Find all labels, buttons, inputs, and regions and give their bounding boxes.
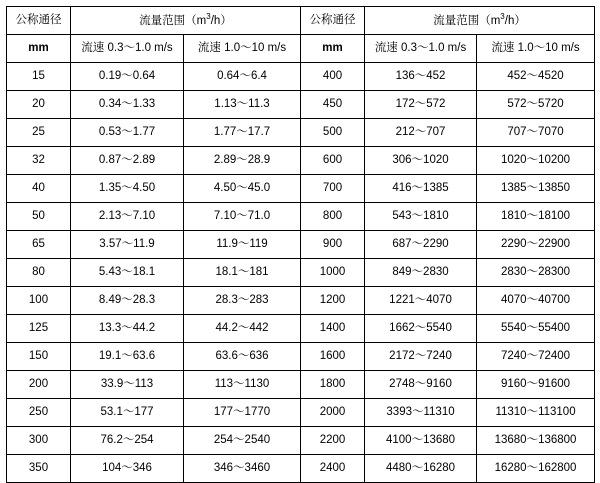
header-dn-right: 公称通径: [301, 7, 365, 35]
cell-dn-right: 2000: [301, 399, 365, 427]
table-header-row-main: [7, 7, 595, 35]
table-row: [7, 315, 595, 343]
cell-flow-low-left: 0.87～2.89: [71, 147, 184, 175]
cell-dn-left: 250: [7, 399, 71, 427]
cell-flow-high-right: 13680～136800: [477, 427, 595, 455]
header-flow-range-left-tail: /h）: [210, 15, 232, 28]
cell-flow-low-right: 2172～7240: [365, 343, 477, 371]
header-unit-left-text: mm: [28, 42, 49, 55]
cell-flow-high-left: 177～1770: [184, 399, 301, 427]
cell-dn-left: 100: [7, 287, 71, 315]
cell-flow-high-left: 18.1～181: [184, 259, 301, 287]
cell-flow-high-right: 9160～91600: [477, 371, 595, 399]
cell-flow-low-right: 4480～16280: [365, 455, 477, 483]
header-flow-range-right: [365, 7, 595, 35]
cell-flow-low-left: 1.35～4.50: [71, 175, 184, 203]
header-flow-range-right-sup: 3: [500, 12, 505, 22]
table-row: [7, 455, 595, 483]
cell-dn-right: 800: [301, 203, 365, 231]
table-row: [7, 203, 595, 231]
cell-dn-right: 450: [301, 91, 365, 119]
cell-flow-high-right: 1385～13850: [477, 175, 595, 203]
cell-dn-left: 25: [7, 119, 71, 147]
table-header-row-sub: [7, 35, 595, 63]
cell-dn-right: 600: [301, 147, 365, 175]
table-row: [7, 399, 595, 427]
header-speed-high-right: 流速 1.0～10 m/s: [477, 35, 595, 63]
cell-dn-left: 350: [7, 455, 71, 483]
cell-flow-low-left: 53.1～177: [71, 399, 184, 427]
header-unit-right-text: mm: [322, 42, 343, 55]
table-row: [7, 119, 595, 147]
cell-flow-high-left: 7.10～71.0: [184, 203, 301, 231]
cell-flow-low-right: 212～707: [365, 119, 477, 147]
cell-flow-high-left: 63.6～636: [184, 343, 301, 371]
header-flow-range-left-text: 流量范围（m: [139, 15, 207, 28]
table-row: [7, 63, 595, 91]
cell-flow-low-left: 33.9～113: [71, 371, 184, 399]
cell-flow-high-left: 4.50～45.0: [184, 175, 301, 203]
cell-dn-right: 1000: [301, 259, 365, 287]
cell-flow-low-right: 543～1810: [365, 203, 477, 231]
cell-flow-low-right: 3393～11310: [365, 399, 477, 427]
cell-flow-low-left: 76.2～254: [71, 427, 184, 455]
cell-dn-right: 1600: [301, 343, 365, 371]
cell-flow-high-right: 5540～55400: [477, 315, 595, 343]
cell-flow-low-left: 13.3～44.2: [71, 315, 184, 343]
header-dn-left: 公称通径: [7, 7, 71, 35]
cell-flow-low-right: 1662～5540: [365, 315, 477, 343]
flow-range-table: [6, 6, 595, 483]
cell-flow-high-left: 113～1130: [184, 371, 301, 399]
header-unit-right: [301, 35, 365, 63]
cell-dn-right: 500: [301, 119, 365, 147]
cell-dn-right: 1800: [301, 371, 365, 399]
cell-flow-high-left: 2.89～28.9: [184, 147, 301, 175]
header-flow-range-right-tail: /h）: [504, 15, 526, 28]
header-flow-range-right-text: 流量范围（m: [433, 15, 501, 28]
cell-flow-low-right: 306～1020: [365, 147, 477, 175]
cell-flow-low-left: 0.53～1.77: [71, 119, 184, 147]
table-row: [7, 91, 595, 119]
table-row: [7, 427, 595, 455]
cell-flow-low-right: 416～1385: [365, 175, 477, 203]
table-row: [7, 147, 595, 175]
cell-dn-right: 1400: [301, 315, 365, 343]
header-speed-high-left: 流速 1.0～10 m/s: [184, 35, 301, 63]
cell-flow-low-right: 136～452: [365, 63, 477, 91]
cell-flow-low-right: 2748～9160: [365, 371, 477, 399]
cell-flow-high-left: 254～2540: [184, 427, 301, 455]
cell-dn-right: 2400: [301, 455, 365, 483]
cell-dn-right: 700: [301, 175, 365, 203]
cell-dn-left: 15: [7, 63, 71, 91]
cell-flow-low-right: 687～2290: [365, 231, 477, 259]
cell-flow-low-right: 4100～13680: [365, 427, 477, 455]
header-speed-low-left: 流速 0.3～1.0 m/s: [71, 35, 184, 63]
cell-dn-left: 80: [7, 259, 71, 287]
cell-flow-low-right: 849～2830: [365, 259, 477, 287]
cell-flow-high-right: 2290～22900: [477, 231, 595, 259]
table-row: [7, 175, 595, 203]
cell-dn-left: 20: [7, 91, 71, 119]
table-body: [7, 63, 595, 483]
cell-flow-high-right: 2830～28300: [477, 259, 595, 287]
cell-flow-low-left: 19.1～63.6: [71, 343, 184, 371]
cell-dn-right: 400: [301, 63, 365, 91]
cell-flow-high-left: 28.3～283: [184, 287, 301, 315]
cell-flow-low-right: 1221～4070: [365, 287, 477, 315]
cell-dn-left: 32: [7, 147, 71, 175]
table-row: [7, 231, 595, 259]
cell-flow-high-right: 11310～113100: [477, 399, 595, 427]
cell-flow-high-right: 707～7070: [477, 119, 595, 147]
header-flow-range-left: [71, 7, 301, 35]
table-row: [7, 371, 595, 399]
cell-flow-low-left: 0.34～1.33: [71, 91, 184, 119]
cell-dn-right: 900: [301, 231, 365, 259]
cell-flow-high-left: 44.2～442: [184, 315, 301, 343]
cell-flow-low-left: 8.49～28.3: [71, 287, 184, 315]
cell-flow-low-left: 5.43～18.1: [71, 259, 184, 287]
header-speed-low-right: 流速 0.3～1.0 m/s: [365, 35, 477, 63]
cell-dn-left: 200: [7, 371, 71, 399]
cell-flow-low-left: 104～346: [71, 455, 184, 483]
cell-flow-low-left: 0.19～0.64: [71, 63, 184, 91]
cell-flow-high-left: 346～3460: [184, 455, 301, 483]
cell-flow-low-left: 2.13～7.10: [71, 203, 184, 231]
cell-flow-low-left: 3.57～11.9: [71, 231, 184, 259]
cell-dn-left: 125: [7, 315, 71, 343]
cell-dn-right: 2200: [301, 427, 365, 455]
cell-flow-high-right: 1810～18100: [477, 203, 595, 231]
cell-flow-high-right: 452～4520: [477, 63, 595, 91]
cell-dn-left: 300: [7, 427, 71, 455]
cell-flow-high-right: 7240～72400: [477, 343, 595, 371]
header-flow-range-left-sup: 3: [206, 12, 211, 22]
table-row: [7, 343, 595, 371]
cell-flow-high-left: 11.9～119: [184, 231, 301, 259]
cell-flow-low-right: 172～572: [365, 91, 477, 119]
table-row: [7, 287, 595, 315]
header-unit-left: [7, 35, 71, 63]
cell-flow-high-left: 1.77～17.7: [184, 119, 301, 147]
cell-dn-left: 50: [7, 203, 71, 231]
cell-dn-left: 150: [7, 343, 71, 371]
cell-flow-high-left: 0.64～6.4: [184, 63, 301, 91]
cell-dn-left: 65: [7, 231, 71, 259]
cell-flow-high-right: 572～5720: [477, 91, 595, 119]
cell-dn-left: 40: [7, 175, 71, 203]
cell-flow-high-right: 1020～10200: [477, 147, 595, 175]
cell-flow-high-right: 4070～40700: [477, 287, 595, 315]
cell-flow-high-right: 16280～162800: [477, 455, 595, 483]
cell-dn-right: 1200: [301, 287, 365, 315]
cell-flow-high-left: 1.13～11.3: [184, 91, 301, 119]
table-row: [7, 259, 595, 287]
